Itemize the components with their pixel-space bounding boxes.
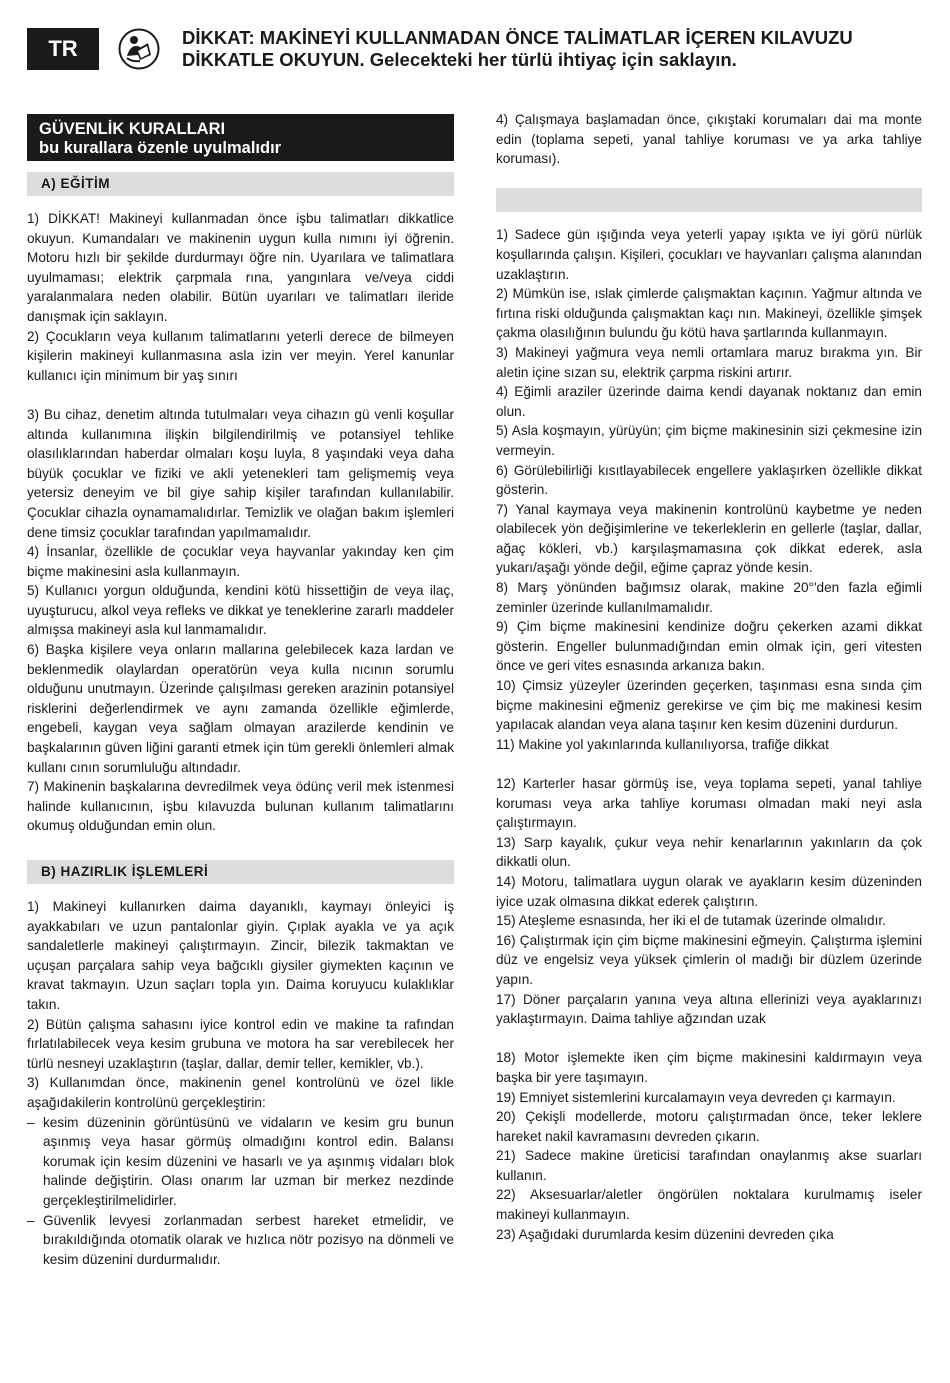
paragraph: 1) Sadece gün ışığında veya yeterli yapay ışıkta ve iyi görü nürlük koşullarında çalışın. Kişileri, çocukları ve hayvanları çalışma alanından uzaklaştırın. xyxy=(496,227,922,282)
paragraph: 4) İnsanlar, özellikle de çocuklar veya hayvanlar yakınday ken çim biçme makinesini asla kullanmayın. xyxy=(27,544,454,579)
left-column xyxy=(27,110,454,1269)
paragraph: 9) Çim biçme makinesini kendinize doğru çekerken azami dikkat gösterin. Engeller bulunmadığından emin olmak için, geri vitesten önce ve geri vites esnasında arkanıza bakın. xyxy=(496,619,922,674)
paragraph: 11) Makine yol yakınlarında kullanılıyorsa, trafiğe dikkat xyxy=(496,736,829,752)
paragraph: 7) Yanal kaymaya veya makinenin kontrolünü kaybetme ye neden olabilecek yön değişimlerine ve tekerleklerin en gellerle (taşlar, dallar, ağaç kökleri, vb.) karşılaşmamasına çok dikkat ederek, asla yukarı/aşağı yönde değil, eğime çapraz yönde kesin. xyxy=(496,501,922,576)
paragraph: 18) Motor işlemekte iken çim biçme makinesini kaldırmayın veya başka bir yere taşımayın. xyxy=(496,1050,922,1085)
right-column xyxy=(496,110,922,1244)
training-text xyxy=(27,209,454,836)
subheading-preparation: B) HAZIRLIK İŞLEMLERİ xyxy=(27,860,454,884)
section-title: GÜVENLİK KURALLARI xyxy=(39,120,226,138)
paragraph: 10) Çimsiz yüzeyler üzerinden geçerken, taşınması esna sında çim biçme makinesini eğmeniz gerekirse ve çim biç me makinesi kesim yapılacak alandan veya alana taşınır ken kesim düzenini durdurun. xyxy=(496,678,922,733)
paragraph: 6) Başka kişilere veya onların mallarına gelebilecek kaza lardan ve beklenmedik olaylardan operatörün veya kulla nıcının sorumlu olduğunu unutmayın. Üzerinde çalışılması gereken arazinin potansiyel risklerini değerlendirmek ve aynı zamanda özellikle eğimlerde, engebeli, kaygan veya sağlam olmayan arazilerde kendinin ve başkalarının güven liğini garanti etmek için tüm gerekli önlemleri almak kullanı cının sorumluluğu altındadır. xyxy=(27,642,454,775)
title-line-1: DİKKAT: MAKİNEYİ KULLANMADAN ÖNCE TALİMATLAR İÇEREN KILAVUZU xyxy=(182,27,853,48)
paragraph: 23) Aşağıdaki durumlarda kesim düzenini devreden çıka xyxy=(496,1226,834,1242)
paragraph: 2) Bütün çalışma sahasını iyice kontrol edin ve makine ta rafından fırlatılabilecek veya kesim grubuna ve motora ha sar verebilecek her türlü nesneyi uzaklaştırın (taşlar, dallar, demir teller, kemikler, vb.). xyxy=(27,1016,454,1071)
paragraph: 13) Sarp kayalık, çukur veya nehir kenarlarının yakınların da çok dikkatli olun. xyxy=(496,834,922,870)
paragraph: 3) Makineyi yağmura veya nemli ortamlara maruz bırakma yın. Bir aletin içine sızan su, elektrik çarpma riskini artırır. xyxy=(496,344,922,380)
list-item: – Güvenlik levyesi zorlanmadan serbest hareket etmelidir, ve bırakıldığında otomatik olarak ve hızlıca nötr pozisyo na dönmeli ve kesim düzenini durdurmalıdır. xyxy=(27,1211,454,1270)
paragraph: 8) Marş yönünden bağımsız olarak, makine 20°'den fazla eğimli zeminler üzerinde kullanılmamalıdır. xyxy=(496,580,922,615)
paragraph: 20) Çekişli modellerde, motoru çalıştırmadan önce, teker leklere hareket nakil kavramasını devreden çıkarın. xyxy=(496,1109,922,1144)
read-manual-icon xyxy=(118,28,160,70)
paragraph: 22) Aksesuarlar/aletler öngörülen noktalara kurulmamış iseler makineyi kullanmayın. xyxy=(496,1187,922,1223)
paragraph: 3) Kullanımdan önce, makinenin genel kontrolünü ve özel likle aşağıdakilerin kontrolünü gerçekleştirin: xyxy=(27,1075,454,1110)
preparation-text xyxy=(27,897,454,1269)
paragraph: 14) Motoru, talimatlara uygun olarak ve ayakların kesim düzeninden iyice uzak olmasına dikkat ederek çalıştırın. xyxy=(496,873,922,909)
paragraph: 12) Karterler hasar görmüş ise, veya toplama sepeti, yanal tahliye koruması veya arka tahliye koruması olmadan maki neyi asla çalıştırmayın. xyxy=(496,776,922,831)
paragraph: 16) Çalıştırmak için çim biçme makinesini eğmeyin. Çalıştırma işlemini düz ve engelsiz veya yüksek çimlerin ol madığı bir düzlem üzerinde yapın. xyxy=(496,932,922,987)
safety-rules-heading xyxy=(27,114,454,161)
paragraph: 2) Çocukların veya kullanım talimatlarını yeterli derece de bilmeyen kişilerin makineyi kullanmasına asla izin ver meyin. Yerel kanunlar kullanıcı için minimum bir yaş sınırı xyxy=(27,328,454,383)
title-line-2: DİKKATLE OKUYUN. Gelecekteki her türlü ihtiyaç için saklayın. xyxy=(182,49,737,70)
paragraph: 4) Eğimli araziler üzerinde daima kendi dayanak noktanız dan emin olun. xyxy=(496,384,922,419)
language-badge: TR xyxy=(27,28,99,70)
paragraph: 1) DİKKAT! Makineyi kullanmadan önce işbu talimatları dikkatlice okuyun. Kumandaları ve makinenin uygun kulla nımını iyi öğrenin. Motoru hızlı bir şekilde durdurmayı öğre nin. Uyarılara ve talimatlara uyulmaması; elektrik çarpmala rına, yangınlara ve/veya ciddi yaralanmalara neden olabilir. Bütün uyarıları ve talimatları ileride danışmak için saklayın. xyxy=(27,211,454,324)
paragraph: 5) Asla koşmayın, yürüyün; çim biçme makinesinin sizi çekmesine izin vermeyin. xyxy=(496,423,922,458)
paragraph: 3) Bu cihaz, denetim altında tutulmaları veya cihazın gü venli koşullar altında kullanımına ilişkin bilgilendirilmiş ve potansiyel tehlike olasılıklarından haberdar olmaları koşu luyla, 8 yaşındaki veya daha büyük çocuklar ve fiziki ve akli yetenekleri tam gelişmemiş veya yetersiz deneyim ve bil giye sahip kişiler tarafından kullanılabilir. Çocuklar cihazla oynamamalıdırlar. Temizlik ve olağan bakım işlemleri dene timsiz çocuklar tarafından yapılmamalıdır. xyxy=(27,406,454,540)
paragraph: 4) Çalışmaya başlamadan önce, çıkıştaki korumaları dai ma monte edin (toplama sepeti, yanal tahliye koruması ve ya arka tahliye koruması). xyxy=(496,112,922,167)
section-subtitle: bu kurallara özenle uyulmalıdır xyxy=(39,139,282,157)
paragraph: 15) Ateşleme esnasında, her iki el de tutamak üzerinde olmalıdır. xyxy=(496,913,886,929)
paragraph: 5) Kullanıcı yorgun olduğunda, kendini kötü hissettiğin de veya ilaç, uyuşturucu, alkol veya refleks ve dikkat ye teneklerine zararlı maddeler almışsa makineyi asla kul lanmamalıdır. xyxy=(27,583,454,638)
operation-text xyxy=(496,225,922,1244)
paragraph: 7) Makinenin başkalarına devredilmek veya ödünç veril mek istenmesi halinde kullanıcının, işbu kılavuzda bulunan kullanım talimatlarını okumuş olduğundan emin olun. xyxy=(27,779,454,834)
paragraph: 17) Döner parçaların yanına veya altına ellerinizi veya ayaklarınızı yaklaştırmayın. Daima tahliye ağzından uzak xyxy=(496,991,922,1027)
paragraph: 2) Mümkün ise, ıslak çimlerde çalışmaktan kaçının. Yağmur altında ve fırtına riski olduğunda çalışmaktan kaçı nın. Makineyi, özellikle şimşek çakma olasılığının bulundu ğu kötü hava şartlarında kullanmayın. xyxy=(496,286,922,341)
subheading-training: A) EĞİTİM xyxy=(27,172,454,196)
paragraph: 1) Makineyi kullanırken daima dayanıklı, kaymayı önleyici iş ayakkabıları ve uzun pantalonlar giyin. Çıplak ayakla ve ya açık sandaletlerle makineyi çalıştırmayın. Zincir, bilezik takmaktan ve uçuşan parçalara sahip veya bağcıklı giysiler giymekten kaçının ve kravat takmayın. Uzun saçları topla yın. Daima koruyucu kulaklıklar takın. xyxy=(27,899,454,1012)
continued-text xyxy=(496,110,922,169)
paragraph: 21) Sadece makine üreticisi tarafından onaylanmış akse suarları kullanın. xyxy=(496,1148,922,1183)
subheading-operation xyxy=(496,188,922,212)
page-title xyxy=(182,27,922,71)
list-item: – kesim düzeninin görüntüsünü ve vidaların ve kesim gru bunun aşınmış veya hasar görmüş olmadığını kontrol edin. Balansı korumak için kesim düzenini ve hasarlı ve ya aşınmış vidaları blok halinde değiştirin. Olası onarım lar uzman bir merkez nezdinde gerçekleştirilmelidirler. xyxy=(27,1113,454,1211)
paragraph: 6) Görülebilirliği kısıtlayabilecek engellere yaklaşırken özellikle dikkat gösterin. xyxy=(496,462,922,498)
paragraph: 19) Emniyet sistemlerini kurcalamayın veya devreden çı karmayın. xyxy=(496,1089,896,1105)
